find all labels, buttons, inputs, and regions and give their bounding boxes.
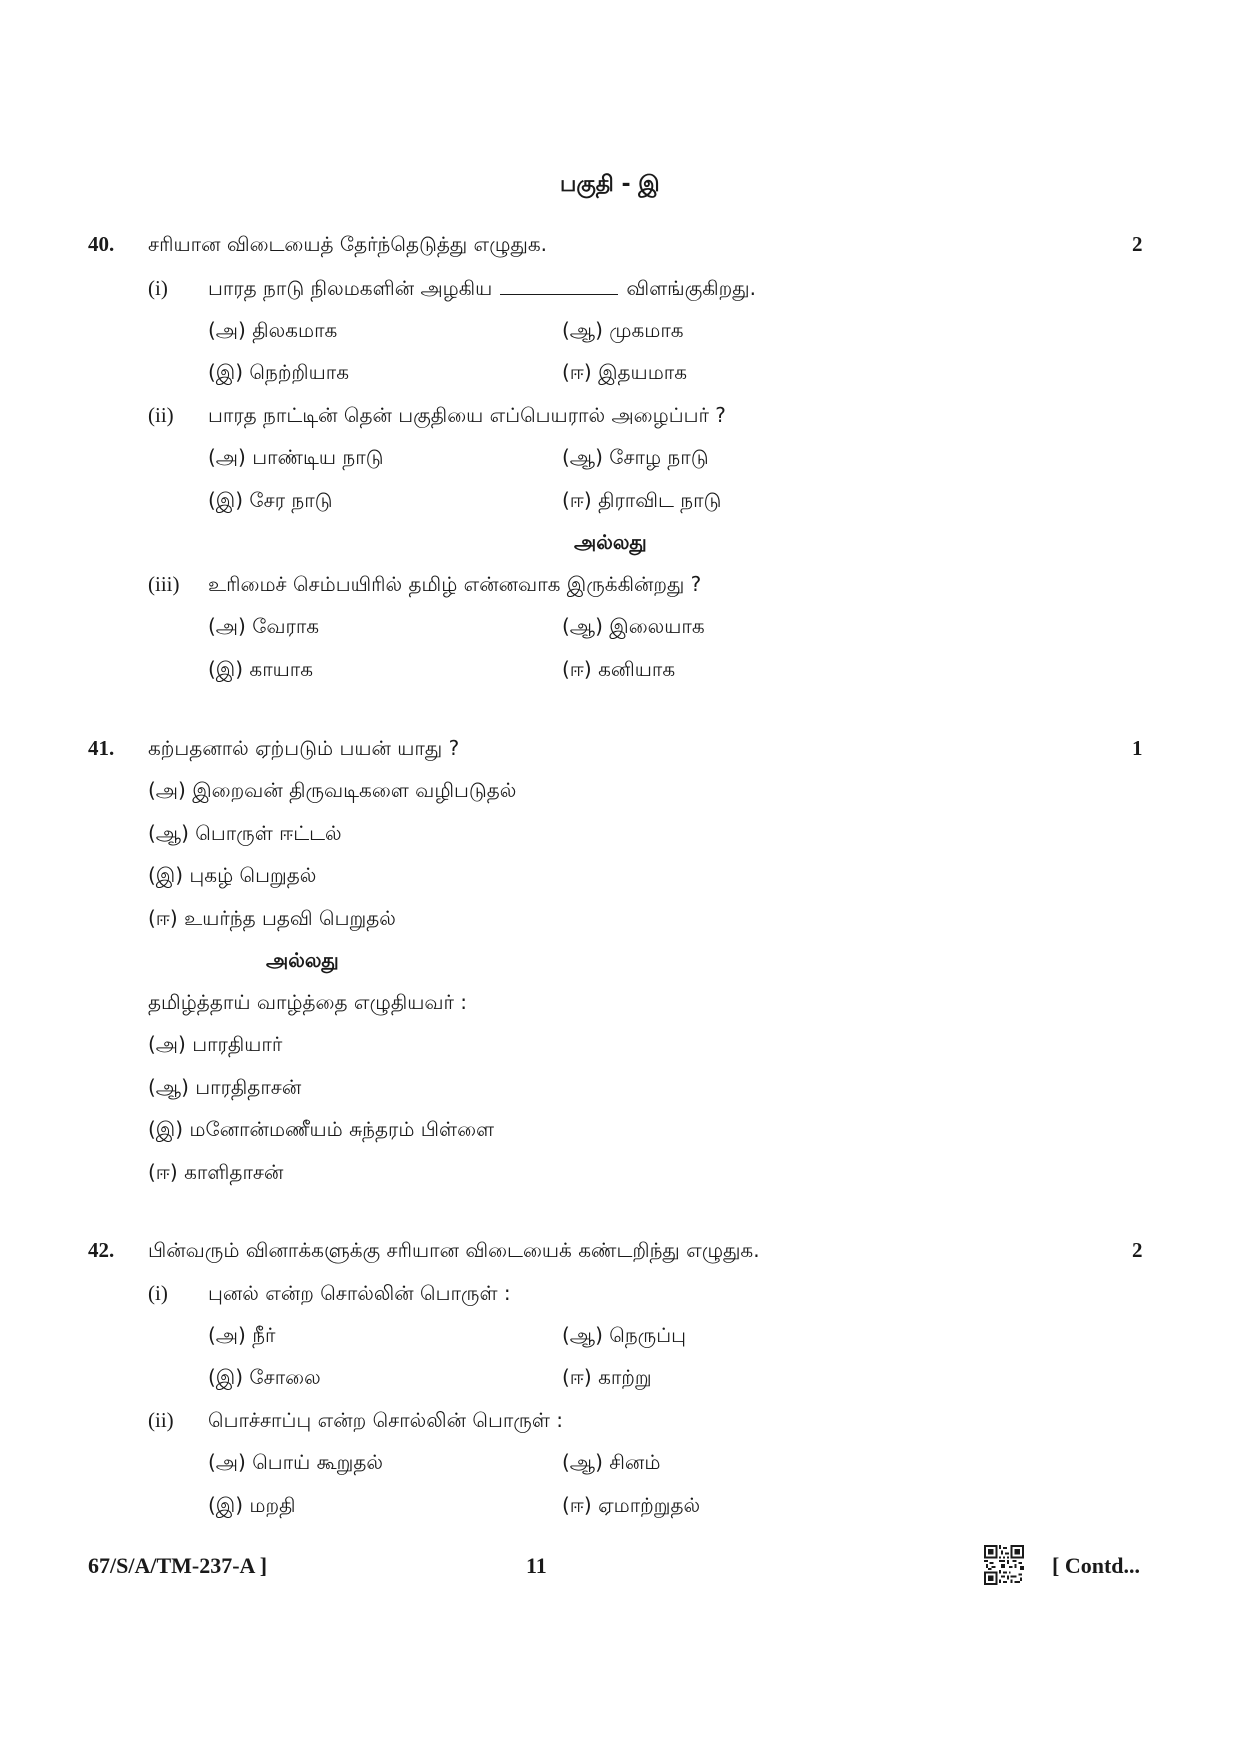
- answer-blank: [500, 278, 618, 295]
- q40-iii-text: உரிமைச் செம்பயிரில் தமிழ் என்னவாக இருக்கின்றது ?: [208, 572, 702, 596]
- q40-i-option-b: (ஆ) முகமாக: [562, 318, 684, 342]
- q41-or-label: அல்லது: [266, 948, 339, 972]
- q41-alt-option-c: (இ) மனோன்மணீயம் சுந்தரம் பிள்ளை: [148, 1117, 495, 1141]
- q40-i-text-after: விளங்குகிறது.: [626, 276, 756, 300]
- q42-ii-option-b: (ஆ) சினம்: [562, 1450, 661, 1474]
- q40-ii-label: (ii): [148, 403, 174, 427]
- q40-i-option-c: (இ) நெற்றியாக: [208, 360, 350, 384]
- q40-i-question: [208, 276, 756, 300]
- q42-number: 42.: [88, 1238, 115, 1262]
- q40-iii-label: (iii): [148, 572, 180, 596]
- q41-option-c: (இ) புகழ் பெறுதல்: [148, 863, 317, 887]
- q40-i-text-before: பாரத நாடு நிலமகளின் அழகிய: [208, 276, 493, 300]
- q41-option-b: (ஆ) பொருள் ஈட்டல்: [148, 821, 342, 845]
- q40-i-option-d: (ஈ) இதயமாக: [562, 360, 688, 384]
- q40-ii-option-a: (அ) பாண்டிய நாடு: [208, 445, 384, 469]
- q42-i-option-a: (அ) நீர்: [208, 1323, 276, 1347]
- q40-iii-option-c: (இ) காயாக: [208, 657, 314, 681]
- q42-i-label: (i): [148, 1281, 168, 1305]
- q42-ii-option-c: (இ) மறதி: [208, 1493, 296, 1517]
- q40-iii-option-d: (ஈ) கனியாக: [562, 657, 676, 681]
- q40-ii-option-c: (இ) சேர நாடு: [208, 488, 333, 512]
- q42-ii-label: (ii): [148, 1408, 174, 1432]
- footer-paper-code: 67/S/A/TM-237-A ]: [88, 1553, 268, 1578]
- q41-alt-text: தமிழ்த்தாய் வாழ்த்தை எழுதியவர் :: [148, 990, 468, 1014]
- q42-ii-text: பொச்சாப்பு என்ற சொல்லின் பொருள் :: [208, 1408, 563, 1432]
- q41-number: 41.: [88, 736, 115, 760]
- footer-contd: [ Contd...: [1052, 1553, 1141, 1578]
- q42-i-option-c: (இ) சோலை: [208, 1365, 321, 1389]
- q41-alt-option-b: (ஆ) பாரதிதாசன்: [148, 1075, 302, 1099]
- q40-ii-text: பாரத நாட்டின் தென் பகுதியை எப்பெயரால் அழைப்பர் ?: [208, 403, 726, 427]
- q40-i-option-a: (அ) திலகமாக: [208, 318, 338, 342]
- q42-text: பின்வரும் வினாக்களுக்கு சரியான விடையைக் கண்டறிந்து எழுதுக.: [148, 1238, 760, 1262]
- q40-number: 40.: [88, 232, 115, 256]
- q42-i-option-b: (ஆ) நெருப்பு: [562, 1323, 686, 1347]
- footer-page-number: 11: [526, 1553, 547, 1578]
- q40-ii-option-b: (ஆ) சோழ நாடு: [562, 445, 709, 469]
- q42-i-option-d: (ஈ) காற்று: [562, 1365, 652, 1389]
- q42-i-text: புனல் என்ற சொல்லின் பொருள் :: [208, 1281, 511, 1305]
- q42-marks: 2: [1132, 1238, 1143, 1262]
- q42-ii-option-d: (ஈ) ஏமாற்றுதல்: [562, 1493, 701, 1517]
- q40-or-label: அல்லது: [574, 530, 647, 554]
- section-title: பகுதி - இ: [560, 172, 660, 197]
- q41-marks: 1: [1132, 736, 1143, 760]
- qr-code-icon: [984, 1545, 1024, 1585]
- q40-i-label: (i): [148, 276, 168, 300]
- q41-text: கற்பதனால் ஏற்படும் பயன் யாது ?: [148, 736, 460, 760]
- q40-ii-option-d: (ஈ) திராவிட நாடு: [562, 488, 722, 512]
- q41-option-d: (ஈ) உயர்ந்த பதவி பெறுதல்: [148, 906, 396, 930]
- q41-alt-option-d: (ஈ) காளிதாசன்: [148, 1160, 284, 1184]
- q40-iii-option-b: (ஆ) இலையாக: [562, 614, 705, 638]
- q40-marks: 2: [1132, 232, 1143, 256]
- q42-ii-option-a: (அ) பொய் கூறுதல்: [208, 1450, 383, 1474]
- q40-text: சரியான விடையைத் தேர்ந்தெடுத்து எழுதுக.: [148, 232, 548, 256]
- q41-option-a: (அ) இறைவன் திருவடிகளை வழிபடுதல்: [148, 778, 517, 802]
- q40-iii-option-a: (அ) வேராக: [208, 614, 320, 638]
- q41-alt-option-a: (அ) பாரதியார்: [148, 1032, 283, 1056]
